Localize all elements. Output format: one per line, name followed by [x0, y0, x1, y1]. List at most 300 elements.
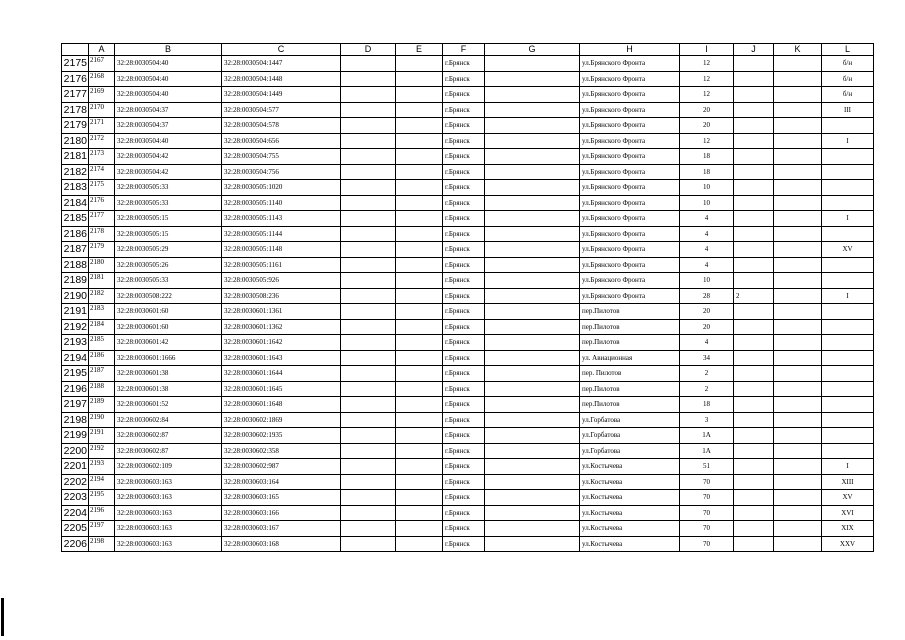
cell-e — [396, 304, 443, 320]
cell-a: 2187 — [89, 366, 115, 382]
cell-l — [822, 319, 874, 335]
table-row — [62, 459, 874, 475]
cell-a: 2181 — [89, 273, 115, 289]
cell-a: 2195 — [89, 490, 115, 506]
table-row — [62, 118, 874, 134]
table-body — [62, 56, 874, 552]
cell-h: пер.Пилотов — [580, 304, 680, 320]
table-row — [62, 381, 874, 397]
row-number: 2187 — [62, 242, 89, 258]
column-header-a: A — [89, 44, 115, 56]
row-number: 2198 — [62, 412, 89, 428]
cell-d — [341, 412, 396, 428]
cell-g — [485, 133, 580, 149]
cell-l — [822, 366, 874, 382]
cell-d — [341, 226, 396, 242]
cell-l: I — [822, 133, 874, 149]
cell-g — [485, 428, 580, 444]
cell-e — [396, 87, 443, 103]
cell-a: 2194 — [89, 474, 115, 490]
table-row — [62, 71, 874, 87]
cell-l: I — [822, 211, 874, 227]
cell-f: г.Брянск — [443, 443, 485, 459]
cell-d — [341, 242, 396, 258]
cell-f: г.Брянск — [443, 428, 485, 444]
column-header-f: F — [443, 44, 485, 56]
row-number: 2199 — [62, 428, 89, 444]
cell-f: г.Брянск — [443, 288, 485, 304]
cell-e — [396, 149, 443, 165]
cell-h: ул.Брянского Фронта — [580, 195, 680, 211]
cell-k — [774, 180, 822, 196]
cell-b: 32:28:0030602:109 — [115, 459, 222, 475]
cell-b: 32:28:0030504:37 — [115, 102, 222, 118]
cell-l — [822, 335, 874, 351]
cell-b: 32:28:0030504:40 — [115, 56, 222, 72]
cell-j: 2 — [734, 288, 774, 304]
cell-g — [485, 195, 580, 211]
cell-a: 2170 — [89, 102, 115, 118]
cell-k — [774, 102, 822, 118]
cell-g — [485, 443, 580, 459]
cell-g — [485, 149, 580, 165]
cell-f: г.Брянск — [443, 459, 485, 475]
row-number: 2193 — [62, 335, 89, 351]
row-number: 2189 — [62, 273, 89, 289]
row-number: 2175 — [62, 56, 89, 72]
cell-e — [396, 195, 443, 211]
row-number: 2202 — [62, 474, 89, 490]
cell-h: пер.Пилотов — [580, 397, 680, 413]
cell-a: 2185 — [89, 335, 115, 351]
cell-i: 70 — [680, 490, 734, 506]
row-number: 2204 — [62, 505, 89, 521]
cell-j — [734, 335, 774, 351]
cell-k — [774, 56, 822, 72]
cell-b: 32:28:0030505:33 — [115, 180, 222, 196]
cell-b: 32:28:0030602:84 — [115, 412, 222, 428]
cell-f: г.Брянск — [443, 180, 485, 196]
cell-h: ул.Брянского Фронта — [580, 273, 680, 289]
cell-d — [341, 490, 396, 506]
cell-j — [734, 118, 774, 134]
cell-f: г.Брянск — [443, 366, 485, 382]
cell-h: ул.Брянского Фронта — [580, 257, 680, 273]
cell-f: г.Брянск — [443, 536, 485, 552]
cell-e — [396, 288, 443, 304]
cell-l: I — [822, 288, 874, 304]
cell-a: 2198 — [89, 536, 115, 552]
cell-h: ул.Брянского Фронта — [580, 56, 680, 72]
cell-b: 32:28:0030603:163 — [115, 521, 222, 537]
cell-j — [734, 273, 774, 289]
cell-b: 32:28:0030504:42 — [115, 149, 222, 165]
cell-c: 32:28:0030505:1148 — [222, 242, 341, 258]
cell-e — [396, 474, 443, 490]
table-row — [62, 102, 874, 118]
cell-i: 70 — [680, 505, 734, 521]
cell-f: г.Брянск — [443, 118, 485, 134]
cell-g — [485, 242, 580, 258]
cell-k — [774, 350, 822, 366]
cell-k — [774, 288, 822, 304]
cell-l: б/н — [822, 56, 874, 72]
cell-j — [734, 149, 774, 165]
cell-j — [734, 102, 774, 118]
cell-a: 2167 — [89, 56, 115, 72]
cell-h: ул.Горбатова — [580, 412, 680, 428]
cell-i: 1А — [680, 428, 734, 444]
cell-k — [774, 226, 822, 242]
cell-i: 4 — [680, 257, 734, 273]
cell-f: г.Брянск — [443, 505, 485, 521]
cell-d — [341, 133, 396, 149]
cell-d — [341, 366, 396, 382]
cell-d — [341, 56, 396, 72]
cell-a: 2183 — [89, 304, 115, 320]
cell-j — [734, 366, 774, 382]
column-header-c: C — [222, 44, 341, 56]
cell-h: ул.Костычева — [580, 505, 680, 521]
cell-h: ул. Авиационная — [580, 350, 680, 366]
cell-c: 32:28:0030508:236 — [222, 288, 341, 304]
cell-c: 32:28:0030603:168 — [222, 536, 341, 552]
cell-f: г.Брянск — [443, 412, 485, 428]
cell-e — [396, 335, 443, 351]
row-number: 2192 — [62, 319, 89, 335]
column-header-e: E — [396, 44, 443, 56]
cell-j — [734, 180, 774, 196]
cell-g — [485, 226, 580, 242]
table-row — [62, 180, 874, 196]
cell-b: 32:28:0030601:42 — [115, 335, 222, 351]
row-number: 2181 — [62, 149, 89, 165]
cell-h: ул.Горбатова — [580, 443, 680, 459]
cell-l — [822, 118, 874, 134]
cell-l — [822, 412, 874, 428]
cell-j — [734, 412, 774, 428]
cell-b: 32:28:0030505:33 — [115, 195, 222, 211]
cell-a: 2186 — [89, 350, 115, 366]
cell-c: 32:28:0030601:1642 — [222, 335, 341, 351]
cell-a: 2184 — [89, 319, 115, 335]
cell-e — [396, 443, 443, 459]
cell-l — [822, 350, 874, 366]
cell-f: г.Брянск — [443, 71, 485, 87]
cell-h: ул.Брянского Фронта — [580, 242, 680, 258]
cell-g — [485, 459, 580, 475]
cell-l — [822, 226, 874, 242]
column-header-l: L — [822, 44, 874, 56]
column-header-b: B — [115, 44, 222, 56]
cell-a: 2173 — [89, 149, 115, 165]
cell-d — [341, 505, 396, 521]
cell-i: 4 — [680, 226, 734, 242]
cell-i: 12 — [680, 133, 734, 149]
cell-a: 2168 — [89, 71, 115, 87]
cell-j — [734, 56, 774, 72]
cell-e — [396, 133, 443, 149]
cell-d — [341, 273, 396, 289]
cell-f: г.Брянск — [443, 381, 485, 397]
cell-l — [822, 257, 874, 273]
row-number: 2186 — [62, 226, 89, 242]
cell-k — [774, 521, 822, 537]
cell-e — [396, 536, 443, 552]
cell-k — [774, 319, 822, 335]
cell-a: 2178 — [89, 226, 115, 242]
row-number: 2196 — [62, 381, 89, 397]
cell-c: 32:28:0030505:1144 — [222, 226, 341, 242]
cell-e — [396, 505, 443, 521]
row-number: 2195 — [62, 366, 89, 382]
cell-e — [396, 211, 443, 227]
cell-i: 4 — [680, 335, 734, 351]
cell-e — [396, 242, 443, 258]
cell-l — [822, 195, 874, 211]
cell-d — [341, 536, 396, 552]
cell-e — [396, 102, 443, 118]
cell-l: III — [822, 102, 874, 118]
cell-k — [774, 242, 822, 258]
cell-c: 32:28:0030601:1645 — [222, 381, 341, 397]
cell-j — [734, 536, 774, 552]
cell-g — [485, 505, 580, 521]
cell-g — [485, 335, 580, 351]
cell-a: 2196 — [89, 505, 115, 521]
cell-h: пер.Пилотов — [580, 381, 680, 397]
cell-b: 32:28:0030505:29 — [115, 242, 222, 258]
cell-h: ул.Брянского Фронта — [580, 87, 680, 103]
cell-d — [341, 118, 396, 134]
cell-g — [485, 304, 580, 320]
cell-a: 2175 — [89, 180, 115, 196]
cell-a: 2192 — [89, 443, 115, 459]
cell-f: г.Брянск — [443, 397, 485, 413]
cell-c: 32:28:0030601:1648 — [222, 397, 341, 413]
cell-d — [341, 459, 396, 475]
cell-l — [822, 428, 874, 444]
row-number: 2201 — [62, 459, 89, 475]
row-number: 2191 — [62, 304, 89, 320]
cell-d — [341, 397, 396, 413]
cell-c: 32:28:0030504:755 — [222, 149, 341, 165]
cell-c: 32:28:0030601:1362 — [222, 319, 341, 335]
cell-d — [341, 211, 396, 227]
row-number: 2203 — [62, 490, 89, 506]
table-row — [62, 211, 874, 227]
cell-g — [485, 536, 580, 552]
column-header-g: G — [485, 44, 580, 56]
cell-l — [822, 443, 874, 459]
cell-i: 10 — [680, 195, 734, 211]
cell-f: г.Брянск — [443, 490, 485, 506]
cell-l: б/н — [822, 87, 874, 103]
cell-c: 32:28:0030601:1644 — [222, 366, 341, 382]
cell-i: 3 — [680, 412, 734, 428]
cell-i: 12 — [680, 87, 734, 103]
cell-a: 2193 — [89, 459, 115, 475]
table-row — [62, 288, 874, 304]
cell-g — [485, 102, 580, 118]
cell-j — [734, 490, 774, 506]
cell-a: 2189 — [89, 397, 115, 413]
cell-i: 4 — [680, 211, 734, 227]
cell-d — [341, 180, 396, 196]
cell-i: 12 — [680, 56, 734, 72]
cell-a: 2172 — [89, 133, 115, 149]
cell-f: г.Брянск — [443, 474, 485, 490]
cell-e — [396, 366, 443, 382]
cell-e — [396, 56, 443, 72]
cell-d — [341, 428, 396, 444]
cell-f: г.Брянск — [443, 56, 485, 72]
cell-g — [485, 474, 580, 490]
cell-b: 32:28:0030504:40 — [115, 87, 222, 103]
cell-b: 32:28:0030505:15 — [115, 226, 222, 242]
cell-b: 32:28:0030601:60 — [115, 304, 222, 320]
cell-j — [734, 304, 774, 320]
cell-b: 32:28:0030508:222 — [115, 288, 222, 304]
cell-j — [734, 242, 774, 258]
cell-j — [734, 443, 774, 459]
cell-e — [396, 226, 443, 242]
cell-e — [396, 397, 443, 413]
cell-c: 32:28:0030505:1143 — [222, 211, 341, 227]
cell-h: ул.Костычева — [580, 521, 680, 537]
cell-c: 32:28:0030601:1643 — [222, 350, 341, 366]
cell-d — [341, 304, 396, 320]
cell-k — [774, 412, 822, 428]
spreadsheet-table — [61, 43, 874, 552]
table-row — [62, 412, 874, 428]
row-number: 2205 — [62, 521, 89, 537]
row-number: 2182 — [62, 164, 89, 180]
table-row — [62, 366, 874, 382]
table-row — [62, 521, 874, 537]
cell-h: ул.Брянского Фронта — [580, 118, 680, 134]
cell-k — [774, 490, 822, 506]
cell-e — [396, 319, 443, 335]
cell-g — [485, 397, 580, 413]
cell-g — [485, 490, 580, 506]
cell-g — [485, 87, 580, 103]
cell-d — [341, 149, 396, 165]
cell-e — [396, 273, 443, 289]
row-number: 2206 — [62, 536, 89, 552]
table-row — [62, 536, 874, 552]
cell-k — [774, 474, 822, 490]
cell-c: 32:28:0030505:1020 — [222, 180, 341, 196]
cell-b: 32:28:0030504:40 — [115, 133, 222, 149]
cell-f: г.Брянск — [443, 335, 485, 351]
cell-b: 32:28:0030505:26 — [115, 257, 222, 273]
table-row — [62, 490, 874, 506]
cell-k — [774, 118, 822, 134]
cell-i: 10 — [680, 180, 734, 196]
cell-f: г.Брянск — [443, 133, 485, 149]
cell-a: 2197 — [89, 521, 115, 537]
cell-d — [341, 443, 396, 459]
cell-e — [396, 164, 443, 180]
cell-h: ул.Костычева — [580, 474, 680, 490]
cell-e — [396, 257, 443, 273]
table-row — [62, 257, 874, 273]
cell-c: 32:28:0030504:1449 — [222, 87, 341, 103]
cell-d — [341, 350, 396, 366]
cell-b: 32:28:0030505:33 — [115, 273, 222, 289]
cell-b: 32:28:0030601:38 — [115, 366, 222, 382]
cell-g — [485, 56, 580, 72]
cell-k — [774, 536, 822, 552]
cell-l — [822, 273, 874, 289]
table-row — [62, 226, 874, 242]
cell-a: 2174 — [89, 164, 115, 180]
cell-i: 18 — [680, 397, 734, 413]
cell-f: г.Брянск — [443, 242, 485, 258]
cell-l — [822, 397, 874, 413]
cell-e — [396, 71, 443, 87]
cell-k — [774, 443, 822, 459]
cell-l: б/н — [822, 71, 874, 87]
cell-b: 32:28:0030603:163 — [115, 536, 222, 552]
row-number: 2184 — [62, 195, 89, 211]
cell-k — [774, 133, 822, 149]
cell-d — [341, 164, 396, 180]
column-header-h: H — [580, 44, 680, 56]
row-number: 2179 — [62, 118, 89, 134]
cell-g — [485, 350, 580, 366]
cell-c: 32:28:0030505:1161 — [222, 257, 341, 273]
cell-l: XIX — [822, 521, 874, 537]
cell-k — [774, 257, 822, 273]
cell-g — [485, 366, 580, 382]
table-row — [62, 350, 874, 366]
cell-e — [396, 428, 443, 444]
cell-f: г.Брянск — [443, 102, 485, 118]
table-row — [62, 133, 874, 149]
cell-i: 18 — [680, 149, 734, 165]
cell-i: 2 — [680, 381, 734, 397]
cell-d — [341, 195, 396, 211]
cell-i: 20 — [680, 304, 734, 320]
cell-f: г.Брянск — [443, 211, 485, 227]
cell-j — [734, 226, 774, 242]
cell-h: ул.Брянского Фронта — [580, 102, 680, 118]
cell-c: 32:28:0030603:164 — [222, 474, 341, 490]
cell-d — [341, 319, 396, 335]
cell-l — [822, 149, 874, 165]
cell-g — [485, 381, 580, 397]
cell-h: ул.Брянского Фронта — [580, 180, 680, 196]
table-row — [62, 56, 874, 72]
cell-j — [734, 521, 774, 537]
table-row — [62, 443, 874, 459]
cell-i: 20 — [680, 319, 734, 335]
cell-c: 32:28:0030602:1869 — [222, 412, 341, 428]
table-row — [62, 242, 874, 258]
cell-h: ул.Брянского Фронта — [580, 226, 680, 242]
cell-a: 2188 — [89, 381, 115, 397]
row-number: 2194 — [62, 350, 89, 366]
cell-h: ул.Горбатова — [580, 428, 680, 444]
cell-c: 32:28:0030505:926 — [222, 273, 341, 289]
cell-k — [774, 273, 822, 289]
column-header-row — [62, 44, 874, 56]
cell-d — [341, 288, 396, 304]
table-row — [62, 87, 874, 103]
row-number: 2188 — [62, 257, 89, 273]
